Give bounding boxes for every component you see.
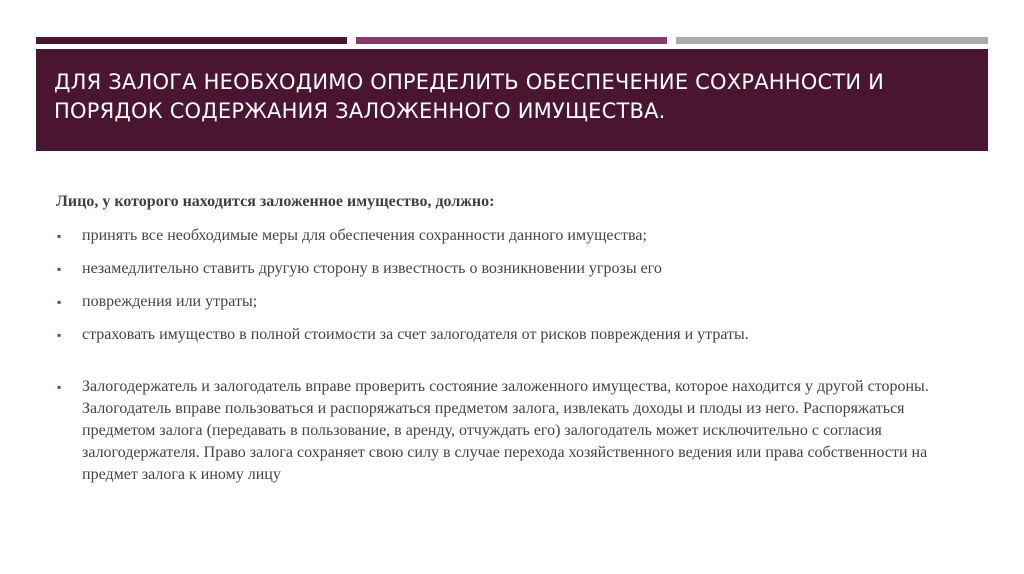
list-item <box>56 225 976 247</box>
list-item-text: незамедлительно ставить другую сторону в известность о возникновении угрозы его <box>82 260 662 277</box>
list-item-text: страховать имущество в полной стоимости за счет залогодателя от рисков повреждения и утраты. <box>82 326 749 343</box>
bullet-list <box>56 225 976 486</box>
square-bullet-icon: ▪ <box>57 262 62 276</box>
slide-content <box>56 191 976 497</box>
list-item-text: Залогодержатель и залогодатель вправе проверить состояние заложенного имущества, которое находится у другой стороны. Залогодатель вправе пользоваться и распоряжаться предметом залога, извлекать доходы и плоды из него. Распоряжаться предметом залога (передавать в пользование, в аренду, отчуждать его) залогодатель может исключительно с согласия залогодержателя. Право залога сохраняет свою силу в случае перехода хозяйственного ведения или права собственности на предмет залога к иному лицу <box>82 378 929 483</box>
list-item <box>56 324 976 346</box>
list-item <box>56 291 976 313</box>
accent-bar-left <box>36 37 347 44</box>
square-bullet-icon: ▪ <box>57 328 62 342</box>
list-item-text: принять все необходимые меры для обеспечения сохранности данного имущества; <box>82 227 647 244</box>
square-bullet-icon: ▪ <box>57 295 62 309</box>
square-bullet-icon: ▪ <box>57 229 62 243</box>
title-band <box>36 49 988 151</box>
lead-text: Лицо, у которого находится заложенное имущество, должно: <box>56 193 495 210</box>
list-item <box>56 376 962 486</box>
list-item-text: повреждения или утраты; <box>82 293 258 310</box>
accent-bar-middle <box>356 37 667 44</box>
list-item <box>56 258 976 280</box>
slide-title: ДЛЯ ЗАЛОГА НЕОБХОДИМО ОПРЕДЕЛИТЬ ОБЕСПЕЧЕНИЕ СОХРАННОСТИ И ПОРЯДОК СОДЕРЖАНИЯ ЗАЛОЖЕННОГО ИМУЩЕСТВА. <box>54 70 885 123</box>
square-bullet-icon: ▪ <box>57 380 62 394</box>
accent-bar-right <box>676 37 988 44</box>
